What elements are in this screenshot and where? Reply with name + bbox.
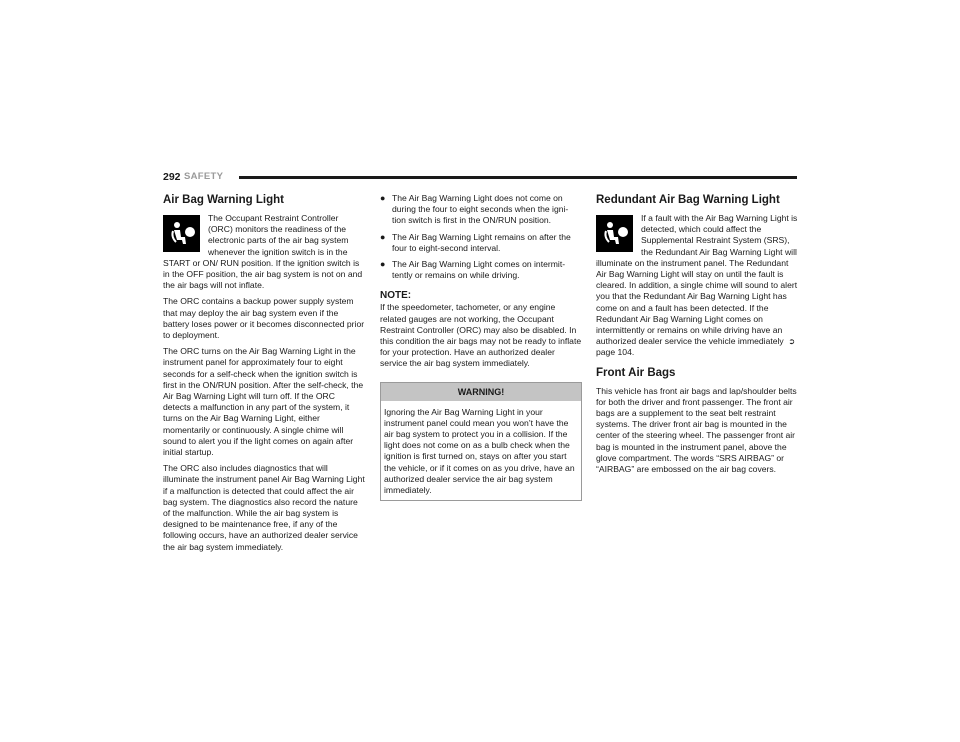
paragraph: The Occupant Restraint Controller (ORC) monitors the readiness of the electronic parts of the air bag system whenever the ignition switch is in the START or ON/ RUN position. If the ignition switch is in the OFF position, the air bag system is not on and the air bags will not inflate. [163,213,363,291]
warning-box [380,382,582,502]
column-1 [163,193,365,558]
airbag-warning-icon [596,215,633,252]
paragraph: If a fault with the Air Bag Warning Light is detected, which could affect the Supplemental Restraint System (SRS), the Redundant Air Bag Warning Light will illuminate on the instrument panel. The Redundant Air Bag Warning Light will stay on until the fault is cleared. In addition, a single chime will sound to alert you that the Redundant Air Bag Warning Light has come on and a fault has been detected. If the Redundant Air Bag Warning Light comes on intermittently or remains on while driving have an authorized dealer service the vehicle immediately ➲ page 104. [596,213,798,358]
note-label: NOTE: [380,290,412,302]
paragraph: The ORC turns on the Air Bag Warning Light in the instrument panel for approximately four to eight seconds for a self-check when the ignition switch is first in the ON/RUN position. After the self-check, the Air Bag Warning Light will turn off. If the ORC detects a malfunction in any part of the system, it turns on the Air Bag Warning Light, either momentarily or continuously. A single chime will sound to alert you if the light comes on again after initial startup. [163,346,364,458]
bullet-icon: ● [380,193,386,203]
column-3 [596,193,798,480]
warning-title: WARNING! [381,383,581,401]
paragraph: The ORC contains a backup power supply system that may deploy the air bag system even if the battery loses power or it becomes disconnected prior to deployment. [163,296,365,341]
warning-text: Ignoring the Air Bag Warning Light in your instrument panel could mean you won’t have the air bag system to protect you in a collision. If the light does not come on as a bulb check when the ignition is first turned on, stays on after you start the vehicle, or if it comes on as you drive, have an authorized dealer service the air bag system immediately. [384,406,575,496]
paragraph: The ORC also includes diagnostics that will illuminate the instrument panel Air Bag Warning Light if a malfunction is detected that could affect the air bag system. The diagnostics also record the nature of the malfunction. While the air bag system is designed to be maintenance free, if any of the following occurs, have an authorized dealer service the air bag system immediately. [163,463,365,552]
paragraph: This vehicle has front air bags and lap/shoulder belts for both the driver and front passenger. The front air bags are a supplement to the seat belt restraint systems. The driver front air bag is mounted in the center of the steering wheel. The passenger front air bag is mounted in the instrument panel, above the glove compartment. The words “SRS AIRBAG” or “AIRBAG” are embossed on the air bag covers. [596,385,797,475]
section-heading-redundant-air-bag-warning-light: Redundant Air Bag Warning Light [596,194,780,206]
list-item: ● The Air Bag Warning Light remains on after the four to eight-second interval. [380,231,571,253]
note-text: If the speedometer, tachometer, or any engine related gauges are not working, the Occupant Restraint Controller (ORC) may also be disabled. In this condition the air bags may not be ready to inflate for your protection. Have an authorized dealer service the air bag system immediately. [380,302,582,369]
section-heading-front-air-bags: Front Air Bags [596,366,676,379]
bullet-icon: ● [380,259,386,270]
arrow-reference-icon: ➲ [786,337,796,347]
list-item: ● The Air Bag Warning Light comes on intermit- tently or remains on while driving. [380,259,566,281]
header-rule [239,176,797,179]
airbag-warning-icon [163,215,200,252]
list-item: ● The Air Bag Warning Light does not come on during the four to eight seconds when the igni- tion switch is first in the ON/RUN position. [380,193,569,226]
bullet-icon: ● [380,231,386,242]
section-heading-air-bag-warning-light: Air Bag Warning Light [163,194,284,206]
section-name: SAFETY [184,171,224,182]
column-2 [380,193,582,501]
page-reference-link[interactable]: page 104. [596,347,635,358]
page-header [163,171,797,185]
page-number: 292 [163,171,181,183]
